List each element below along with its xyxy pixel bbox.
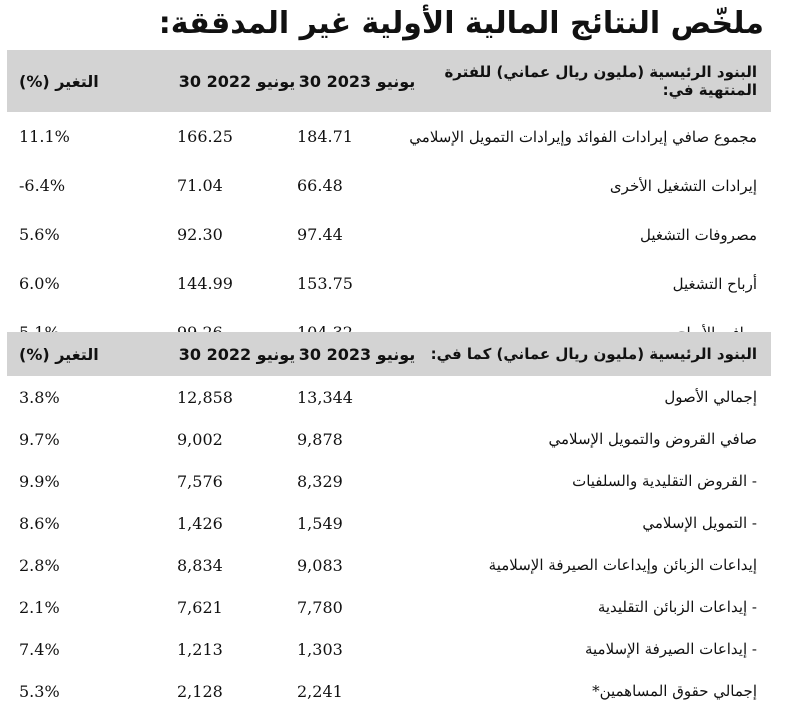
table-row [7,460,771,502]
value-2022: 144.99 [177,274,233,293]
row-label: - إيداعات الصيرفة الإسلامية [584,640,757,658]
value-2023: 8,329 [297,471,343,491]
row-label: - القروض التقليدية والسلفيات [572,472,757,490]
value-2022: 7,621 [177,597,223,617]
value-2023: 1,303 [297,639,343,659]
value-2022: 71.04 [177,176,223,195]
value-change: 2.1% [19,597,60,617]
row-label: صافي القروض والتمويل الإسلامي [548,430,757,448]
header-2022: 30 يونيو 2022 [178,71,296,91]
value-2023: 7,780 [297,597,343,617]
table-row [7,670,771,712]
row-label: أرباح التشغيل [672,274,757,293]
income-rows [7,112,771,357]
page-title: ملخّص النتائج المالية الأولية غير المدققة: [158,6,764,41]
value-change: 2.8% [19,555,60,575]
value-2023: 104.32 [297,323,353,342]
value-2023: 97.44 [297,225,343,244]
value-2022: 12,858 [177,387,233,407]
value-change: 3.8% [19,387,60,407]
value-2022: 8,834 [177,555,223,575]
table-row [7,259,771,308]
header-change: التغير (%) [19,344,99,364]
value-change: 6.0% [19,274,60,293]
row-label: إيرادات التشغيل الأخرى [609,176,757,195]
row-label: إجمالي الأصول [664,388,757,406]
value-change: 11.1% [19,127,70,146]
table-header-row [7,50,771,112]
value-2023: 9,083 [297,555,343,575]
row-label: مصروفات التشغيل [640,225,757,244]
value-change: 5.3% [19,681,60,701]
value-change: 7.4% [19,639,60,659]
table-row [7,161,771,210]
table-row [7,544,771,586]
value-2023: 2,241 [297,681,343,701]
row-label: إجمالي حقوق المساهمين* [592,682,757,700]
row-label: صافي الأرباح [676,323,757,342]
row-label: مجموع صافي إيرادات الفوائد وإيرادات التمويل الإسلامي [409,127,757,146]
table-row [7,376,771,418]
header-2022: 30 يونيو 2022 [178,344,296,364]
row-label: - التمويل الإسلامي [642,514,757,532]
table-row [7,628,771,670]
header-label: البنود الرئيسية (مليون ريال عماني) كما في: [430,345,757,363]
value-2022: 7,576 [177,471,223,491]
balance-summary-table [7,332,771,712]
table-header-row [7,332,771,376]
header-change: التغير (%) [19,71,99,91]
value-2023: 13,344 [297,387,353,407]
value-2022: 9,002 [177,429,223,449]
value-2023: 184.71 [297,127,353,146]
value-2022: 92.30 [177,225,223,244]
table-row [7,112,771,161]
value-change: 5.1% [19,323,60,342]
value-2023: 1,549 [297,513,343,533]
value-change: 9.9% [19,471,60,491]
value-change: 9.7% [19,429,60,449]
value-change: 8.6% [19,513,60,533]
value-2022: 99.26 [177,323,223,342]
header-2023: 30 يونيو 2023 [298,344,416,364]
value-2022: 1,426 [177,513,223,533]
value-2023: 153.75 [297,274,353,293]
value-2022: 1,213 [177,639,223,659]
value-2022: 2,128 [177,681,223,701]
value-2023: 66.48 [297,176,343,195]
value-change: 5.6% [19,225,60,244]
table-row [7,586,771,628]
row-label: - إيداعات الزبائن التقليدية [597,598,757,616]
income-summary-table [7,50,771,357]
value-2023: 9,878 [297,429,343,449]
table-row [7,502,771,544]
header-2023: 30 يونيو 2023 [298,71,416,91]
value-change: -6.4% [19,176,66,195]
table-row [7,418,771,460]
value-2022: 166.25 [177,127,233,146]
table-row [7,210,771,259]
header-label: البنود الرئيسية (مليون ريال عماني) للفترة المنتهية في: [444,63,757,99]
balance-rows [7,376,771,712]
row-label: إيداعات الزبائن وإيداعات الصيرفة الإسلامية [488,556,757,574]
